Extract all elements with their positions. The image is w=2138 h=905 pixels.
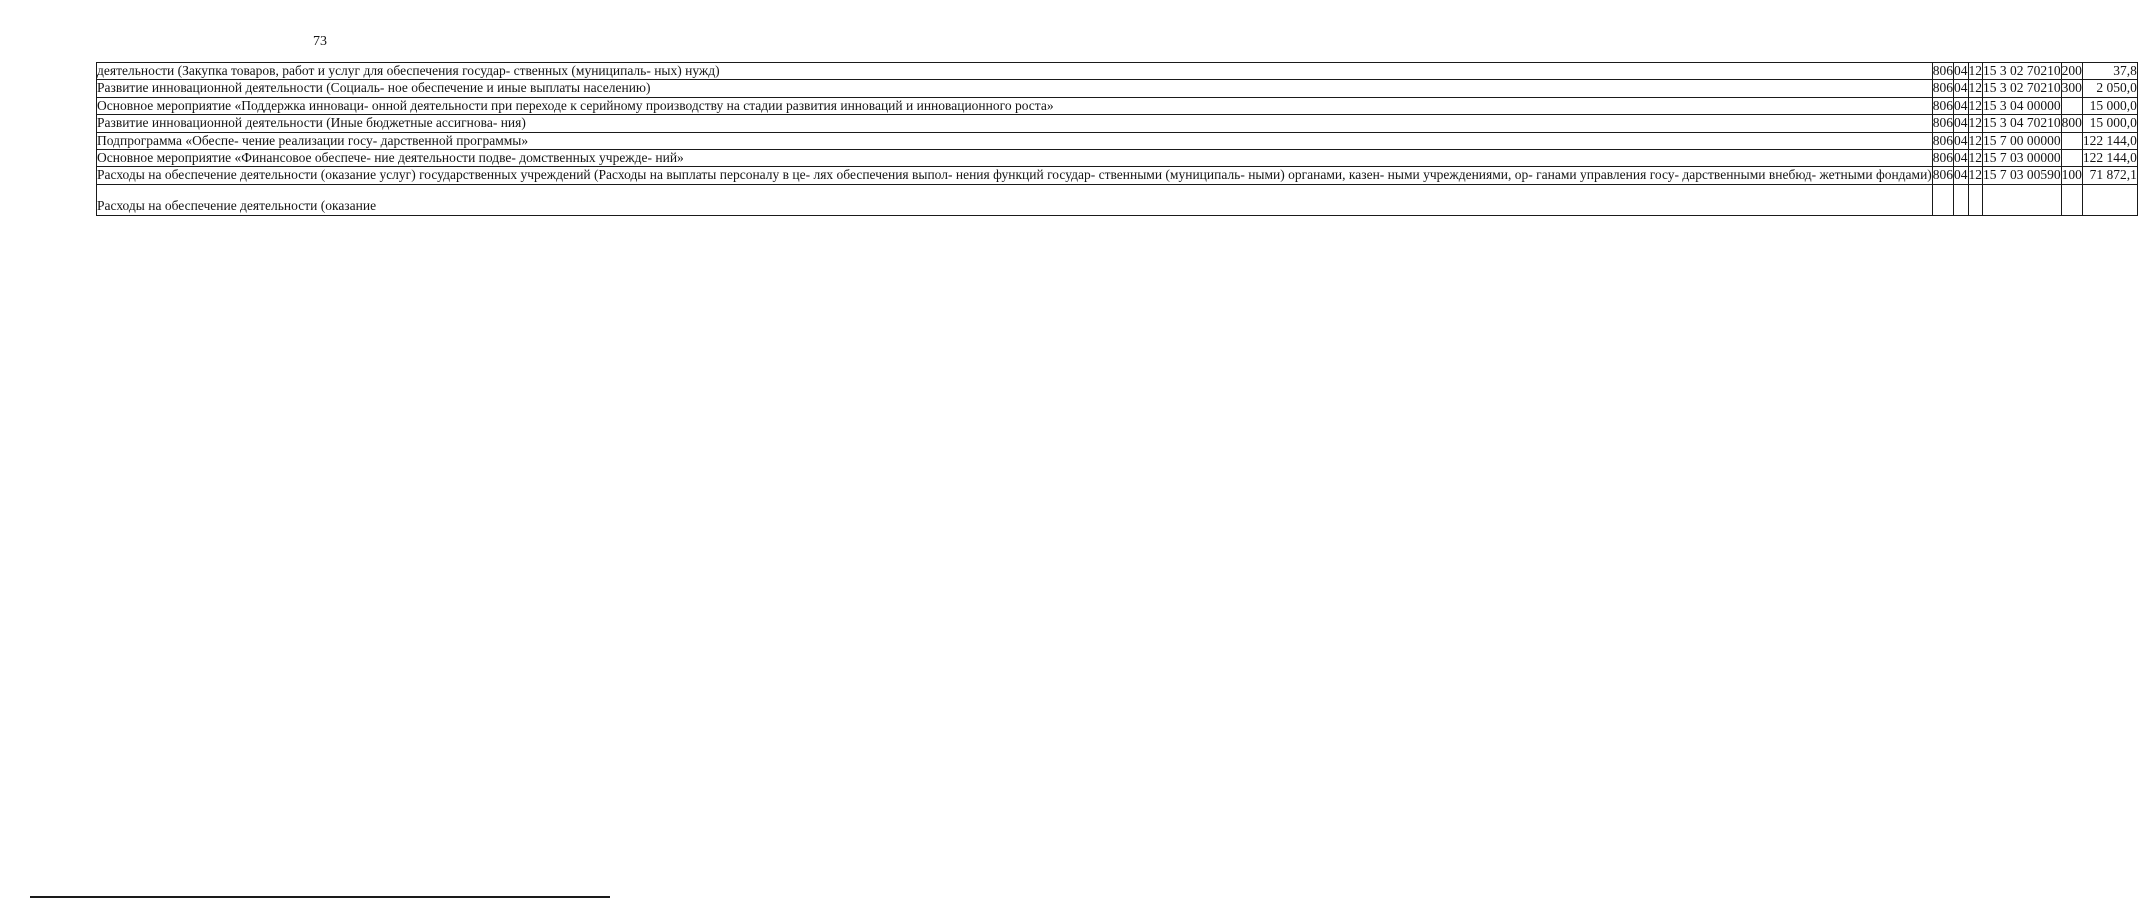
podrazdel-cell: 12 <box>1968 115 1983 131</box>
target-article-cell: 15 3 04 70210 <box>1983 115 2061 131</box>
target-article-cell <box>1983 184 2062 215</box>
glava-cell: 806 <box>1932 167 1954 183</box>
table-row <box>97 97 2138 114</box>
row-name-cell: Основное мероприятие «Финансовое обеспече- ние деятельности подве- домственных учрежде- ний» <box>97 150 1933 167</box>
podrazdel-cell: 12 <box>1968 97 1983 113</box>
expense-type-cell: 800 <box>2061 115 2082 131</box>
expense-type-cell: 300 <box>2061 80 2082 96</box>
target-article-cell: 15 7 03 00590 <box>1983 167 2061 183</box>
glava-cell: 806 <box>1932 80 1954 96</box>
target-article-cell: 15 3 02 70210 <box>1983 63 2061 78</box>
glava-cell: 806 <box>1932 63 1954 78</box>
expense-type-cell: 200 <box>2061 63 2082 78</box>
target-article-cell: 15 3 02 70210 <box>1983 80 2061 96</box>
target-article-cell: 15 7 00 00000 <box>1983 132 2061 148</box>
amount-cell: 37,8 <box>2082 63 2137 80</box>
razdel-cell <box>1954 184 1969 215</box>
row-name-cell: Развитие инновационной деятельности (Иные бюджетные ассигнова- ния) <box>97 115 1933 132</box>
amount-cell <box>2082 184 2137 215</box>
expense-type-cell <box>2061 97 2082 114</box>
amount-cell: 71 872,1 <box>2082 167 2137 184</box>
amount-cell: 15 000,0 <box>2082 115 2137 132</box>
glava-cell: 806 <box>1932 132 1954 148</box>
razdel-cell: 04 <box>1954 97 1968 113</box>
podrazdel-cell: 12 <box>1968 167 1983 183</box>
footer-divider <box>30 896 610 898</box>
razdel-cell: 04 <box>1954 167 1968 183</box>
table-row <box>97 150 2138 167</box>
row-name-cell: Развитие инновационной деятельности (Социаль- ное обеспечение и иные выплаты населению) <box>97 80 1933 97</box>
podrazdel-cell <box>1968 184 1983 215</box>
razdel-cell: 04 <box>1954 80 1968 96</box>
podrazdel-cell: 12 <box>1968 150 1983 166</box>
table-row <box>97 184 2138 215</box>
amount-cell: 122 144,0 <box>2082 150 2137 166</box>
row-name-cell: Подпрограмма «Обеспе- чение реализации госу- дарственной программы» <box>97 132 1933 149</box>
row-name-cell: Расходы на обеспечение деятельности (оказание услуг) государственных учреждений (Расходы на выплаты персоналу в це- лях обеспечения выпол- нения функций государ- ственными (муниципаль- ными) органами, казен- ными учреждениями, ор- ганами управления госу- дарственными внебюд- жетными фондами) <box>97 167 1932 183</box>
amount-cell: 15 000,0 <box>2082 97 2137 114</box>
glava-cell: 806 <box>1932 115 1954 131</box>
expense-type-cell: 100 <box>2061 167 2082 183</box>
razdel-cell: 04 <box>1954 132 1968 148</box>
table-row <box>97 80 2138 97</box>
amount-cell: 122 144,0 <box>2082 132 2137 148</box>
table-row <box>97 115 2138 132</box>
budget-table <box>96 62 2138 216</box>
podrazdel-cell: 12 <box>1968 63 1983 78</box>
row-name-cell: деятельности (Закупка товаров, работ и услуг для обеспечения государ- ственных (муниципаль- ных) нужд) <box>97 63 1933 80</box>
page-number: 73 <box>313 34 327 49</box>
expense-type-cell <box>2061 184 2082 215</box>
razdel-cell: 04 <box>1954 63 1968 78</box>
table-row <box>97 132 2138 149</box>
glava-cell: 806 <box>1932 150 1954 166</box>
podrazdel-cell: 12 <box>1968 132 1983 148</box>
razdel-cell: 04 <box>1954 150 1968 166</box>
podrazdel-cell: 12 <box>1968 80 1983 96</box>
table-row <box>97 167 2138 184</box>
amount-cell: 2 050,0 <box>2082 80 2137 97</box>
glava-cell: 806 <box>1932 97 1954 113</box>
table-row <box>97 63 2138 80</box>
target-article-cell: 15 7 03 00000 <box>1983 150 2061 166</box>
razdel-cell: 04 <box>1954 115 1968 131</box>
row-name-cell: Расходы на обеспечение деятельности (оказание <box>97 184 1933 215</box>
glava-cell <box>1932 184 1953 215</box>
expense-type-cell <box>2061 150 2082 167</box>
row-name-cell: Основное мероприятие «Поддержка инноваци- онной деятельности при переходе к серийному производству на стадии развития инноваций и инновационного роста» <box>97 97 1933 114</box>
target-article-cell: 15 3 04 00000 <box>1983 97 2061 113</box>
expense-type-cell <box>2061 132 2082 149</box>
